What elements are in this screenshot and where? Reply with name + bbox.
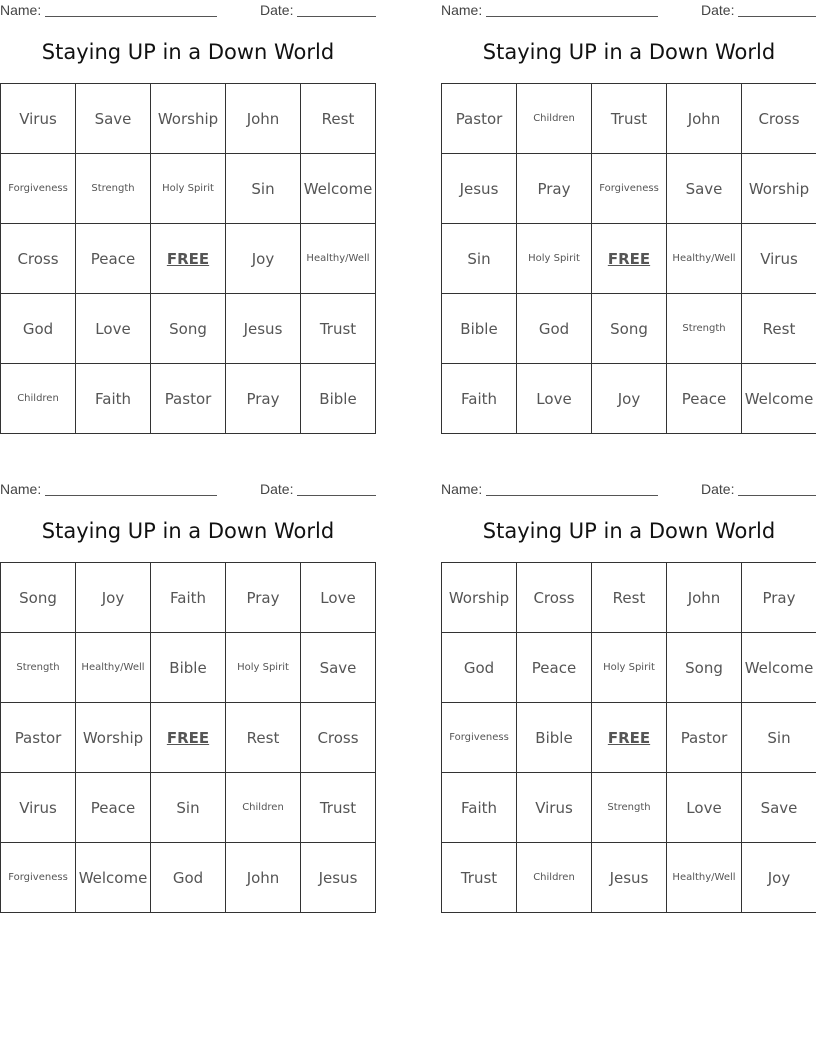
bingo-cell: Joy: [742, 843, 816, 913]
card-title: Staying UP in a Down World: [482, 40, 776, 64]
bingo-cell: Pastor: [151, 364, 226, 434]
bingo-cell: John: [226, 843, 301, 913]
date-label: Date:: [701, 481, 735, 497]
bingo-cell: Pastor: [1, 703, 76, 773]
name-blank-line: [486, 16, 658, 17]
grid-row: [442, 364, 816, 434]
bingo-cell: Peace: [76, 224, 151, 294]
bingo-cell: Trust: [442, 843, 517, 913]
bingo-cell: Joy: [592, 364, 667, 434]
bingo-cell: God: [517, 294, 592, 364]
bingo-cell: Children: [226, 773, 301, 843]
bingo-cell: Pray: [517, 154, 592, 224]
bingo-cell: Peace: [517, 633, 592, 703]
bingo-cell: Bible: [517, 703, 592, 773]
grid-row: [1, 84, 376, 154]
name-blank-line: [486, 495, 658, 496]
bingo-card-3: [0, 479, 376, 919]
bingo-cell: Rest: [742, 294, 816, 364]
grid-row: [442, 633, 816, 703]
bingo-cell: John: [226, 84, 301, 154]
grid-row: [1, 703, 376, 773]
bingo-cell: Healthy/Well: [76, 633, 151, 703]
card-title: Staying UP in a Down World: [482, 519, 776, 543]
bingo-cell: Save: [742, 773, 816, 843]
bingo-cell: Sin: [442, 224, 517, 294]
bingo-cell: Trust: [301, 294, 376, 364]
grid-row: [1, 224, 376, 294]
bingo-cell: Bible: [301, 364, 376, 434]
bingo-cell: Faith: [442, 364, 517, 434]
grid-row: [1, 563, 376, 633]
bingo-card-4: [441, 479, 816, 919]
bingo-cell: Holy Spirit: [151, 154, 226, 224]
bingo-cell: Faith: [76, 364, 151, 434]
bingo-cell: Worship: [76, 703, 151, 773]
name-blank-line: [45, 16, 217, 17]
grid-row: [442, 843, 816, 913]
bingo-cell: Children: [517, 843, 592, 913]
bingo-cell: Virus: [517, 773, 592, 843]
bingo-cell: Joy: [226, 224, 301, 294]
bingo-cell: Faith: [151, 563, 226, 633]
bingo-cell: Virus: [1, 773, 76, 843]
bingo-cell: Sin: [742, 703, 816, 773]
bingo-cell: Welcome: [301, 154, 376, 224]
name-date-bar: [441, 0, 816, 20]
bingo-cell: Song: [592, 294, 667, 364]
bingo-cell: Jesus: [442, 154, 517, 224]
bingo-cell: Strength: [592, 773, 667, 843]
bingo-cell: Forgiveness: [1, 154, 76, 224]
bingo-cell: Faith: [442, 773, 517, 843]
bingo-grid: [0, 83, 376, 434]
bingo-card-2: [441, 0, 816, 440]
name-label: Name:: [441, 481, 483, 497]
grid-row: [442, 703, 816, 773]
name-label: Name:: [0, 2, 42, 18]
date-blank-line: [738, 16, 816, 17]
bingo-cell: John: [667, 563, 742, 633]
bingo-cell: Jesus: [592, 843, 667, 913]
bingo-cell: Jesus: [301, 843, 376, 913]
bingo-cell: Welcome: [742, 633, 816, 703]
name-date-bar: [441, 479, 816, 499]
grid-row: [442, 773, 816, 843]
grid-row: [442, 224, 816, 294]
bingo-cell: Love: [301, 563, 376, 633]
grid-row: [442, 294, 816, 364]
bingo-cell: God: [442, 633, 517, 703]
bingo-cell: Save: [76, 84, 151, 154]
bingo-cell: Joy: [76, 563, 151, 633]
date-label: Date:: [701, 2, 735, 18]
bingo-cell: Jesus: [226, 294, 301, 364]
name-label: Name:: [441, 2, 483, 18]
bingo-cell: Forgiveness: [592, 154, 667, 224]
bingo-cell: Love: [667, 773, 742, 843]
bingo-cell: Healthy/Well: [667, 224, 742, 294]
bingo-cell: Cross: [517, 563, 592, 633]
bingo-cell: Strength: [1, 633, 76, 703]
grid-row: [442, 563, 816, 633]
bingo-cell: Bible: [151, 633, 226, 703]
bingo-cell: Welcome: [742, 364, 816, 434]
bingo-cell: God: [151, 843, 226, 913]
bingo-grid: [0, 562, 376, 913]
free-space-cell: FREE: [592, 703, 667, 773]
grid-row: [1, 843, 376, 913]
bingo-cell: Song: [1, 563, 76, 633]
bingo-cell: Peace: [76, 773, 151, 843]
bingo-cell: Trust: [592, 84, 667, 154]
bingo-cell: Song: [151, 294, 226, 364]
bingo-cell: Rest: [226, 703, 301, 773]
bingo-cell: Holy Spirit: [592, 633, 667, 703]
name-label: Name:: [0, 481, 42, 497]
bingo-cell: Virus: [1, 84, 76, 154]
bingo-cell: Forgiveness: [1, 843, 76, 913]
bingo-cell: Love: [76, 294, 151, 364]
grid-row: [1, 633, 376, 703]
bingo-cell: Pray: [742, 563, 816, 633]
date-blank-line: [297, 16, 376, 17]
bingo-cell: Love: [517, 364, 592, 434]
bingo-cell: Holy Spirit: [517, 224, 592, 294]
bingo-grid: [441, 83, 816, 434]
free-space-cell: FREE: [592, 224, 667, 294]
card-title: Staying UP in a Down World: [41, 519, 335, 543]
grid-row: [1, 154, 376, 224]
bingo-cell: Children: [1, 364, 76, 434]
bingo-cell: Song: [667, 633, 742, 703]
bingo-cell: Worship: [742, 154, 816, 224]
bingo-grid: [441, 562, 816, 913]
bingo-cell: Welcome: [76, 843, 151, 913]
bingo-cell: Strength: [667, 294, 742, 364]
bingo-cell: Holy Spirit: [226, 633, 301, 703]
name-date-bar: [0, 0, 376, 20]
date-label: Date:: [260, 481, 294, 497]
grid-row: [1, 294, 376, 364]
bingo-cell: Cross: [301, 703, 376, 773]
grid-row: [1, 364, 376, 434]
bingo-cell: Pray: [226, 364, 301, 434]
bingo-cell: Pray: [226, 563, 301, 633]
bingo-cell: Worship: [151, 84, 226, 154]
free-space-cell: FREE: [151, 224, 226, 294]
date-blank-line: [297, 495, 376, 496]
bingo-cell: God: [1, 294, 76, 364]
grid-row: [1, 773, 376, 843]
bingo-cell: Bible: [442, 294, 517, 364]
date-label: Date:: [260, 2, 294, 18]
free-space-cell: FREE: [151, 703, 226, 773]
bingo-cell: Forgiveness: [442, 703, 517, 773]
bingo-cell: Cross: [742, 84, 816, 154]
bingo-cell: Save: [301, 633, 376, 703]
bingo-cell: Pastor: [667, 703, 742, 773]
bingo-cell: Cross: [1, 224, 76, 294]
grid-row: [442, 154, 816, 224]
bingo-cell: Sin: [226, 154, 301, 224]
grid-row: [442, 84, 816, 154]
card-title: Staying UP in a Down World: [41, 40, 335, 64]
bingo-cell: Healthy/Well: [301, 224, 376, 294]
date-blank-line: [738, 495, 816, 496]
name-date-bar: [0, 479, 376, 499]
bingo-cell: Virus: [742, 224, 816, 294]
bingo-cell: Rest: [592, 563, 667, 633]
bingo-cell: Worship: [442, 563, 517, 633]
bingo-cell: Strength: [76, 154, 151, 224]
bingo-cell: John: [667, 84, 742, 154]
bingo-card-1: [0, 0, 376, 440]
bingo-cell: Children: [517, 84, 592, 154]
bingo-cell: Save: [667, 154, 742, 224]
bingo-cell: Healthy/Well: [667, 843, 742, 913]
bingo-cell: Pastor: [442, 84, 517, 154]
name-blank-line: [45, 495, 217, 496]
bingo-cell: Peace: [667, 364, 742, 434]
bingo-cell: Rest: [301, 84, 376, 154]
bingo-cell: Trust: [301, 773, 376, 843]
bingo-cell: Sin: [151, 773, 226, 843]
